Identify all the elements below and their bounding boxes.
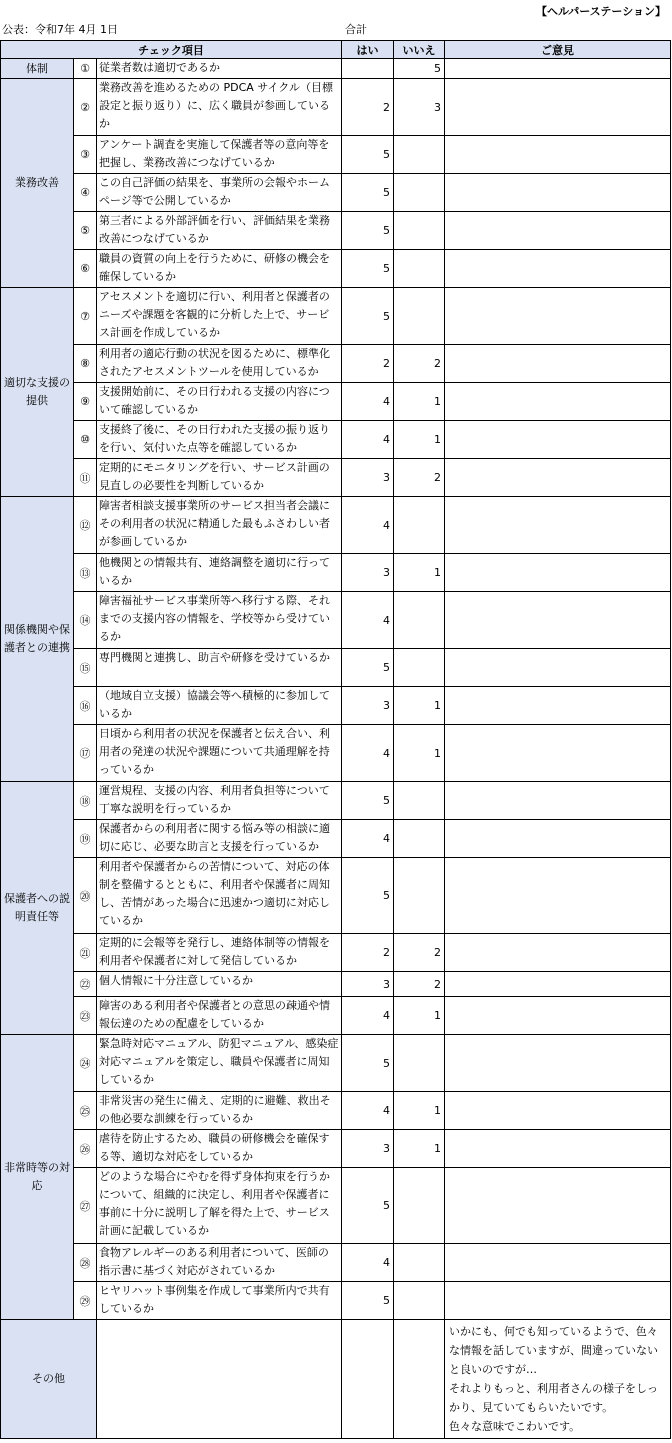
item-number: ㉕ [74,1092,97,1130]
table-row [1,459,671,497]
yes-count: 5 [342,782,394,820]
opinion-cell [445,1244,671,1282]
check-item-text: アンケート調査を実施して保護者等の意向等を把握し、業務改善につなげているか [97,136,342,174]
opinion-cell [445,782,671,820]
check-item-text: どのような場合にやむを得ず身体拘束を行うかについて、組織的に決定し、利用者や保護者に事前に十分に説明し了解を得た上で、サービス計画に記載しているか [97,1168,342,1244]
no-count [394,782,445,820]
opinion-cell [445,288,671,345]
opinion-cell [445,1092,671,1130]
yes-count: 5 [342,858,394,934]
check-item-text: 支援開始前に、その日行われる支援の内容について確認しているか [97,383,342,421]
no-count [394,212,445,250]
yes-count: 2 [342,345,394,383]
opinion-cell [445,592,671,649]
check-item-text: 虐待を防止するため、職員の研修機会を確保する等、適切な対応をしているか [97,1130,342,1168]
yes-count: 3 [342,687,394,725]
check-item-text: 障害者相談支援事業所のサービス担当者会議にその利用者の状況に精通した最もふさわしい者が参画しているか [97,497,342,554]
no-count [394,174,445,212]
no-count: 1 [394,1130,445,1168]
no-count [394,820,445,858]
yes-count: 4 [342,997,394,1035]
check-item-text: 利用者や保護者からの苦情について、対応の体制を整備するとともに、利用者や保護者に周知し、苦情があった場合に迅速かつ適切に対応しているか [97,858,342,934]
item-number: ⑩ [74,421,97,459]
other-item-cell [97,1320,342,1439]
table-row [1,383,671,421]
no-count [394,1244,445,1282]
table-row [1,997,671,1035]
category-label-other: その他 [1,1320,97,1439]
table-row [1,649,671,687]
item-number: ㉒ [74,972,97,997]
yes-count: 4 [342,1244,394,1282]
check-item-text: 支援終了後に、その日行われた支援の振り返りを行い、気付いた点等を確認しているか [97,421,342,459]
table-row [1,1130,671,1168]
opinion-cell [445,725,671,782]
item-number: ⑦ [74,288,97,345]
opinion-cell [445,1282,671,1320]
opinion-cell [445,554,671,592]
table-row [1,725,671,782]
item-number: ⑱ [74,782,97,820]
yes-count: 5 [342,1168,394,1244]
item-number: ⑲ [74,820,97,858]
yes-count: 4 [342,383,394,421]
item-number: ② [74,79,97,136]
check-item-text: 保護者からの利用者に関する悩み等の相談に適切に応じ、必要な助言と支援を行っているか [97,820,342,858]
category-label: 業務改善 [1,79,74,288]
category-label: 適切な支援の提供 [1,288,74,497]
no-count: 2 [394,972,445,997]
no-count: 5 [394,59,445,79]
check-item-text: 定期的に会報等を発行し、連絡体制等の情報を利用者や保護者に対して発信しているか [97,934,342,972]
yes-count: 3 [342,972,394,997]
check-item-text: 第三者による外部評価を行い、評価結果を業務改善につなげているか [97,212,342,250]
table-row [1,345,671,383]
no-count: 2 [394,934,445,972]
opinion-cell [445,79,671,136]
item-number: ⑫ [74,497,97,554]
no-count [394,1282,445,1320]
yes-count [342,59,394,79]
yes-count: 4 [342,725,394,782]
yes-count: 3 [342,1130,394,1168]
opinion-cell [445,383,671,421]
yes-count: 5 [342,649,394,687]
check-item-text: 業務改善を進めるための PDCA サイクル（目標設定と振り返り）に、広く職員が参画しているか [97,79,342,136]
no-count [394,649,445,687]
item-number: ⑧ [74,345,97,383]
other-opinion-text: いかにも、何でも知っているようで、色々な情報を話していますが、間違っていないと良いのですが… それよりもっと、利用者さんの様子をしっかり、見ていてもらいたいです。 色々な意味でこわいです。 [445,1320,671,1439]
opinion-cell [445,459,671,497]
opinion-cell [445,972,671,997]
item-number: ⑭ [74,592,97,649]
total-label: 合計 [345,23,367,36]
check-item-text: 障害福祉サービス事業所等へ移行する際、それまでの支援内容の情報を、学校等から受けているか [97,592,342,649]
opinion-cell [445,345,671,383]
company-name: 【ヘルパーステーション】 [535,5,666,18]
category-label: 関係機関や保護者との連携 [1,497,74,782]
opinion-cell [445,1130,671,1168]
page-header [0,0,672,40]
check-item-text: 定期的にモニタリングを行い、サービス計画の見直しの必要性を判断しているか [97,459,342,497]
no-count: 3 [394,79,445,136]
table-row [1,1092,671,1130]
opinion-cell [445,649,671,687]
opinion-cell [445,212,671,250]
check-item-text: 食物アレルギーのある利用者について、医師の指示書に基づく対応がされているか [97,1244,342,1282]
table-row [1,1035,671,1092]
table-row [1,858,671,934]
item-number: ⑰ [74,725,97,782]
opinion-cell [445,421,671,459]
opinion-cell [445,687,671,725]
item-number: ① [74,59,97,79]
check-item-text: 職員の資質の向上を行うために、研修の機会を確保しているか [97,250,342,288]
item-number: ⑯ [74,687,97,725]
check-item-text: 日頃から利用者の状況を保護者と伝え合い、利用者の発達の状況や課題について共通理解を持っているか [97,725,342,782]
no-count: 2 [394,459,445,497]
yes-count: 5 [342,250,394,288]
table-row-other [1,1320,671,1439]
table-row [1,288,671,345]
no-count: 1 [394,421,445,459]
opinion-cell [445,497,671,554]
column-header-no: いいえ [394,41,445,59]
other-no-cell [394,1320,445,1439]
item-number: ㉖ [74,1130,97,1168]
no-count [394,1035,445,1092]
check-item-text: この自己評価の結果を、事業所の会報やホームページ等で公開しているか [97,174,342,212]
opinion-cell [445,934,671,972]
no-count [394,497,445,554]
no-count [394,592,445,649]
table-row [1,592,671,649]
item-number: ㉘ [74,1244,97,1282]
no-count: 1 [394,687,445,725]
check-item-text: 運営規程、支援の内容、利用者負担等について丁寧な説明を行っているか [97,782,342,820]
column-header-yes: はい [342,41,394,59]
item-number: ㉔ [74,1035,97,1092]
category-label: 保護者への説明責任等 [1,782,74,1035]
opinion-cell [445,136,671,174]
item-number: ⑳ [74,858,97,934]
opinion-cell [445,997,671,1035]
check-item-text: ヒヤリハット事例集を作成して事業所内で共有しているか [97,1282,342,1320]
yes-count: 4 [342,592,394,649]
yes-count: 5 [342,212,394,250]
table-header-row [1,41,671,59]
item-number: ㉑ [74,934,97,972]
opinion-cell [445,250,671,288]
no-count: 1 [394,1092,445,1130]
check-item-text: 従業者数は適切であるか [97,59,342,79]
no-count: 2 [394,345,445,383]
no-count: 1 [394,997,445,1035]
table-row [1,136,671,174]
check-item-text: 障害のある利用者や保護者との意思の疎通や情報伝達のための配慮をしているか [97,997,342,1035]
table-row [1,212,671,250]
item-number: ⑨ [74,383,97,421]
no-count [394,288,445,345]
category-label: 体制 [1,59,74,79]
opinion-cell [445,59,671,79]
yes-count: 4 [342,820,394,858]
column-header-opinion: ご意見 [445,41,671,59]
yes-count: 5 [342,1035,394,1092]
opinion-cell [445,1168,671,1244]
table-row [1,687,671,725]
check-item-text: 専門機関と連携し、助言や研修を受けているか [97,649,342,687]
yes-count: 5 [342,136,394,174]
no-count [394,1168,445,1244]
table-row [1,554,671,592]
yes-count: 4 [342,497,394,554]
item-number: ⑪ [74,459,97,497]
yes-count: 5 [342,288,394,345]
no-count: 1 [394,554,445,592]
yes-count: 3 [342,554,394,592]
item-number: ④ [74,174,97,212]
self-evaluation-table [0,40,671,1439]
yes-count: 3 [342,459,394,497]
table-row [1,79,671,136]
table-row [1,250,671,288]
item-number: ㉙ [74,1282,97,1320]
table-row [1,820,671,858]
item-number: ⑥ [74,250,97,288]
table-row [1,497,671,554]
item-number: ⑤ [74,212,97,250]
check-item-text: 利用者の適応行動の状況を図るために、標準化されたアセスメントツールを使用しているか [97,345,342,383]
column-header-item: チェック項目 [1,41,342,59]
no-count [394,250,445,288]
item-number: ⑬ [74,554,97,592]
opinion-cell [445,174,671,212]
table-row [1,934,671,972]
opinion-cell [445,820,671,858]
table-row [1,174,671,212]
yes-count: 2 [342,79,394,136]
table-row [1,972,671,997]
table-row [1,59,671,79]
no-count: 1 [394,725,445,782]
category-label: 非常時等の対応 [1,1035,74,1320]
check-item-text: （地域自立支援）協議会等へ積極的に参加しているか [97,687,342,725]
table-row [1,1244,671,1282]
table-row [1,782,671,820]
item-number: ③ [74,136,97,174]
item-number: ㉓ [74,997,97,1035]
opinion-cell [445,1035,671,1092]
check-item-text: 非常災害の発生に備え、定期的に避難、救出その他必要な訓練を行っているか [97,1092,342,1130]
check-item-text: 緊急時対応マニュアル、防犯マニュアル、感染症対応マニュアルを策定し、職員や保護者に周知しているか [97,1035,342,1092]
table-row [1,1282,671,1320]
table-row [1,1168,671,1244]
no-count [394,858,445,934]
yes-count: 5 [342,174,394,212]
item-number: ㉗ [74,1168,97,1244]
opinion-cell [445,858,671,934]
yes-count: 4 [342,421,394,459]
item-number: ⑮ [74,649,97,687]
check-item-text: 他機関との情報共有、連絡調整を適切に行っているか [97,554,342,592]
check-item-text: アセスメントを適切に行い、利用者と保護者のニーズや課題を客観的に分析した上で、サービス計画を作成しているか [97,288,342,345]
other-yes-cell [342,1320,394,1439]
yes-count: 2 [342,934,394,972]
yes-count: 5 [342,1282,394,1320]
no-count [394,136,445,174]
published-date: 公表：令和7年 4月 1日 [2,23,118,36]
no-count: 1 [394,383,445,421]
table-row [1,421,671,459]
check-item-text: 個人情報に十分注意しているか [97,972,342,997]
yes-count: 4 [342,1092,394,1130]
